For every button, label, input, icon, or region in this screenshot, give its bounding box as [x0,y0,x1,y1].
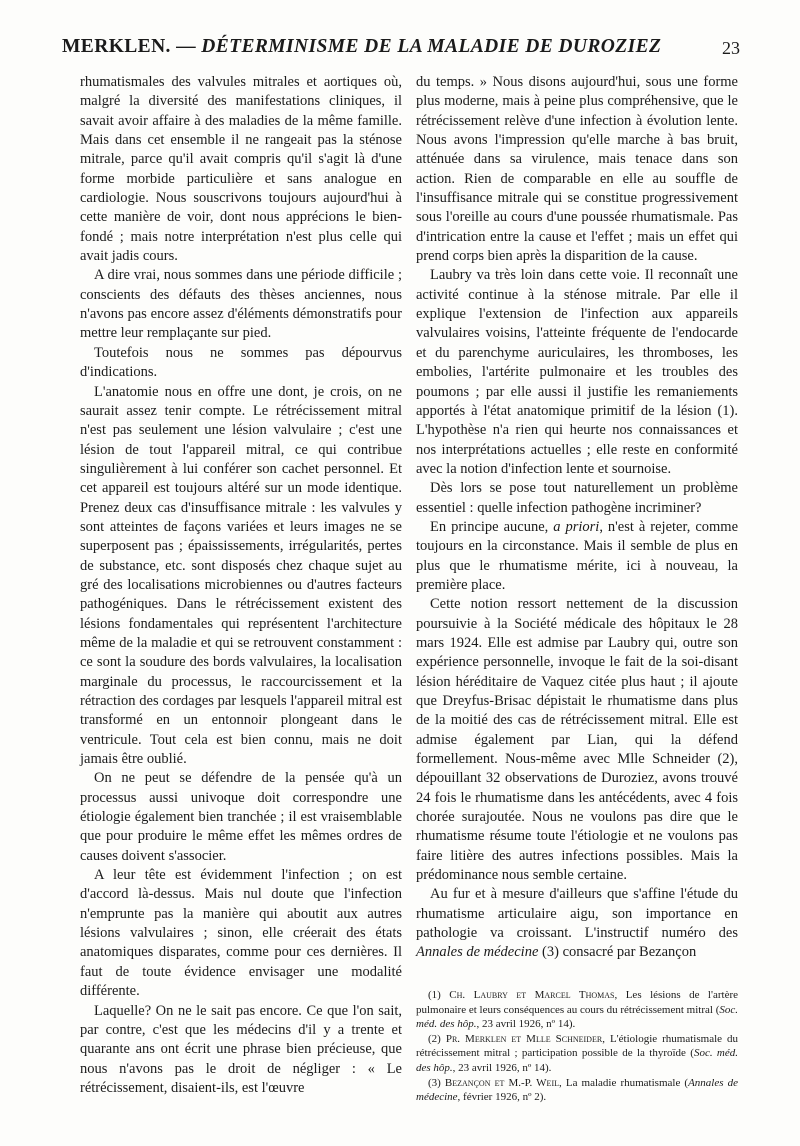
text-run: , 23 avril 1926, nº 14). [452,1061,552,1074]
text-run: (2) [428,1032,446,1045]
italic-text: Soc. méd. des hôp. [416,1047,738,1074]
paragraph [416,518,738,595]
italic-text: Annales de médecine [416,1076,738,1104]
page-number: 23 [722,38,740,58]
paragraph: A dire vrai, nous sommes dans une période difficile ; conscients des défauts des thèses anciennes, nous n'avons pas encore assez d'éléments démonstratifs pour mettre leur remplaçante sur pied. [80,267,402,342]
italic-text: Annales de médecine [416,944,539,961]
text-run: (3) consacré par Bezançon [538,944,697,961]
paragraph: Dès lors se pose tout naturellement un problème essentiel : quelle infection pathogène incriminer? [416,480,738,516]
paragraph [416,885,738,962]
paragraph: rhumatismales des valvules mitrales et aortiques où, malgré la diversité des manifestations cliniques, il savait avoir affaire à des maladies de la même famille. Mais dans cet ensemble il ne rangeait pas la sténose mitrale, parce qu'il avait compris qu'il s'agit là d'une forme morbide particulière et sans analogue en cardiologie. Nous souscrivons toujours aujourd'hui à cette manière de voir, dont nous apprécions le bien-fondé ; mais notre interprétation n'est plus celle qui avait jadis cours. [80,74,402,265]
paragraph: Cette notion ressort nettement de la discussion poursuivie à la Société médicale des hôpitaux le 28 mars 1924. Elle est admise par Laubry qui, outre son expérience personnelle, invoque le fait de la soi-disant lésion héréditaire de Vaquez citée plus haut ; il ajoute que Dreyfus-Brisac dépistait le rhumatisme dans plus de la moitié des cas de rétrécissement mitral. Elle est admise également par Lian, qui la défend formellement. Nous-même avec Mlle Schneider (2), dépouillant 32 observations de Duroziez, avons trouvé 24 fois le rhumatisme dans les antécédents, avec 4 fois chorée surajoutée. Nous ne voulons pas dire que le rhumatisme résume toute l'étiologie et ne voulons pas faire litière des autres infections possibles. Mais la prédominance nous semble certaine. [416,596,738,884]
italic-text: Soc. méd. des hôp. [416,1003,738,1031]
footnotes [416,988,738,1105]
text-run: , février 1926, nº 2). [457,1091,547,1104]
author-names: Bezançon et M.-P. Weil [444,1076,559,1089]
text-run: , L'étiologie rhumatismale du rétrécissement mitral ; participation possible de la thyroïde ( [416,1032,739,1060]
author-names: Pr. Merklen et Mlle Schneider [445,1032,603,1045]
running-title [62,36,661,58]
left-column [80,73,402,1098]
text-run: , La maladie rhumatismale ( [559,1076,689,1089]
text-run: (1) [428,989,450,1001]
header-author: MERKLEN. — [62,36,202,57]
right-column [416,73,738,963]
paragraph: L'anatomie nous en offre une dont, je crois, on ne saurait assez tenir compte. Le rétrécissement mitral n'est pas seulement une lésion valvulaire ; c'est une lésion de tout l'appareil mitral, ce qui contribue singulièrement à lui conférer son cachet personnel. Et cet appareil est toujours altéré sur un mode identique. Prenez deux cas d'insuffisance mitrale : les valvules y sont atteintes de façons variées et leurs images ne se superposent pas ; épaississements, irrégularités, pertes de substance, etc. sont disposés chez chaque sujet au gré des localisations microbiennes ou d'autres facteurs pathogéniques. Dans le rétrécissement existent des lésions fondamentales qui représentent l'architecture même de la maladie et qui se retrouvent constamment : ce sont la soudure des bords valvulaires, la localisation marginale du processus, le raccourcissement et la rétraction des cordages par lesquels l'appareil mitral est transformé en un entonnoir plongeant dans le ventricule. Tout cela est bien connu, mais ne doit jamais être oublié. [80,383,402,768]
italic-text: a priori [553,518,600,535]
author-names: Ch. Laubry et Marcel Thomas [449,989,615,1001]
paragraph: Toutefois nous ne sommes pas dépourvus d'indications. [80,344,402,381]
running-header [62,36,740,64]
text-run: Au fur et à mesure d'ailleurs que s'affine l'étude du rhumatisme articulaire aigu, son importance en pathologie va croissant. L'instructif numéro des [416,886,738,942]
text-run: , 23 avril 1926, nº 14). [476,1018,576,1031]
footnote-2 [416,1032,738,1076]
text-run: , n'est à rejeter, comme toujours en la circonstance. Mais il semble de plus en plus que le rhumatisme mérite, ici à nouveau, la première place. [416,518,739,593]
footnote-3 [416,1076,738,1105]
text-run: , Les lésions de l'artère pulmonaire et leurs conséquences au cours du rétrécissement mitral ( [416,989,738,1016]
footnote-1 [416,988,738,1032]
text-run: (3) [428,1076,445,1089]
paragraph: Laquelle? On ne le sait pas encore. Ce que l'on sait, par contre, c'est que les médecins d'il y a trente et quarante ans ont écrit une phrase bien précieuse, que nous n'avons pas le droit de négliger : « Le rétrécissement, disaient-ils, est l'œuvre [80,1002,402,1096]
paragraph: du temps. » Nous disons aujourd'hui, sous une forme plus moderne, mais à peine plus compréhensive, que le rétrécissement relève d'une infection à évolution lente. Nous avons l'impression qu'elle marche à bas bruit, atténuée dans sa virulence, mais tenace dans son action. Rien de comparable en elle au souffle de l'insuffisance mitrale qui se constitue progressivement sous l'oreille au cours d'une poussée rhumatismale. Pas d'intrication entre la cause et l'effet ; mais un effet qui prend corps bien après la disparition de la cause. [416,74,738,265]
paragraph: A leur tête est évidemment l'infection ; on est d'accord là-dessus. Mais nul doute que l'infection n'emprunte pas la manière qui aboutit aux autres lésions valvulaires ; sinon, elle créerait des états anatomiques disparates, comme pour ces dernières. Il faut de toute évidence envisager une modalité différente. [80,867,402,1000]
paragraph: Laubry va très loin dans cette voie. Il reconnaît une activité continue à la sténose mitrale. Par elle il explique l'extension de l'infection aux appareils valvulaires voisins, l'atteinte fréquente de l'endocarde et du parenchyme auriculaires, les thromboses, les embolies, l'artérite pulmonaire et les troubles des poumons ; par elle aussi il justifie les remaniements apportés à l'état anatomique primitif de la lésion (1). L'hypothèse n'a rien qui heurte nos connaissances et nos interprétations actuelles ; elle reste en conformité avec la notion d'infection lente et sournoise. [416,267,738,477]
text-run: En principe aucune, [430,518,554,535]
header-title: DÉTERMINISME DE LA MALADIE DE DUROZIEZ [201,36,662,57]
paragraph: On ne peut se défendre de la pensée qu'à un processus aussi univoque doit correspondre une étiologie également bien tranchée ; il est vraisemblable que pour produire le même effet les mêmes ordres de causes doivent s'associer. [80,770,402,864]
